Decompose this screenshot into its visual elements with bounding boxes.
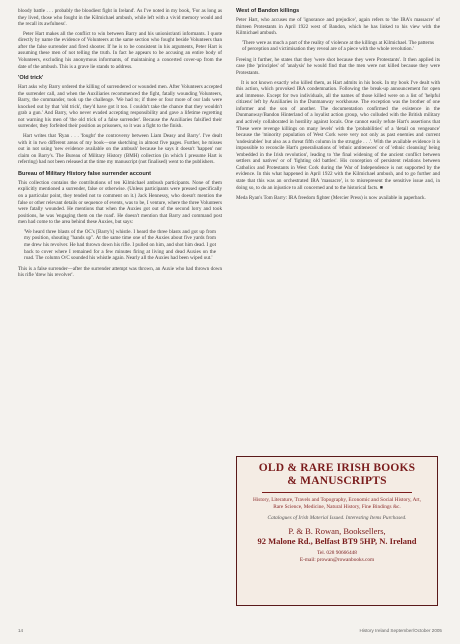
bookseller-advert bbox=[236, 456, 438, 606]
block-quote bbox=[242, 40, 434, 53]
body-paragraph: Freeing it further, he states that they 'were shot because they were Protestants'. It then applied its case (the 'principles' of 'analysis' he would find that the men were not killed because they were Protestants. bbox=[236, 56, 440, 77]
right-column bbox=[236, 8, 440, 205]
advert-description: History, Literature, Travels and Topography, Economic and Social History, Art, Rare Science, Medicine, Natural History, Fine Bindings &c. bbox=[253, 497, 421, 510]
advert-contact bbox=[237, 550, 437, 564]
body-paragraph: Peter Hart, who accuses me of 'ignorance and prejudice', again refers to 'the IRA's massacre' of thirteen Protestants in April 1922 west of Bandon, which he has linked to his view with the Kilmichael ambush. bbox=[236, 17, 440, 37]
body-paragraph: Hart writes that 'Ryan . . . 'fought' the controversy between Liam Deasy and Barry'. I've dealt with it in two different areas of my book—one sketching in almost five pages. Further, he misses out in not using 'new evidence available on the ambush' because he says it doesn't 'happen' nor claim on Barry's. The Bureau of Military History (BMH) collection (in which I presume Hart is referring) had not been released at the time my manuscript (not finalised) went to the publishers. bbox=[18, 133, 222, 166]
section-heading-west-of-bandon: West of Bandon killings bbox=[236, 8, 300, 14]
advert-telephone: Tel. 028 90666448 bbox=[317, 550, 357, 557]
body-paragraph: bloody battle . . . probably the bloodiest fight in Ireland'. As I've noted in my book, 'For as long as they lived, those who fought in the Kilmichael ambush, while left with a vivid memory would and the recall its awfulness'. bbox=[18, 8, 222, 28]
advert-title: OLD & RARE IRISH BOOKS & MANUSCRIPTS bbox=[258, 462, 416, 487]
advert-catalogue-note: Catalogues of Irish Material Issued. Interesting Items Purchased. bbox=[267, 514, 407, 521]
body-paragraph: Hart asks why Barry ordered the killing of surrendered or wounded men. After Volunteers accepted the surrender call, and when the Auxiliaries recommenced the fight, fatally wounding Volunteers, Barry, the commander, took up the challenge. 'We had to; if three or four more of our lads were knocked out by that 'old trick', they'd have got it too. I couldn't take the chance that they wouldn't grab a gun.' And Barry, who never evaded accepting responsibility and gave a lifetime regretting not warning his men of 'the old trick of a false surrender'. Because the Auxiliaries falsified their surrender, they forfeited their position as prisoners, so it was a fight to the finish. bbox=[18, 84, 222, 130]
advert-email[interactable]: E-mail: prowan@rowanbooks.com bbox=[299, 557, 375, 564]
quote-text: 'We heard three blasts of the OC's [Barry's] whistle. I heard the three blasts and got up from my position, shouting "hands up". At the same time one of the Auxies about five yards from me drew his revolver. He had thrown down his rifle. I pulled on him, and shot him dead. I got back to cover where I remained for a few minutes firing at living and dead Auxies on the road. The column O/C sounded his whistle again. Nearly all the Auxies had been wiped out.' bbox=[24, 228, 216, 262]
block-quote bbox=[24, 229, 216, 262]
running-footer: History Ireland September/October 2005 bbox=[359, 628, 442, 633]
body-paragraph: This collection contains the contributions of ten Kilmichael ambush participants. None of them explicitly mentioned a surrender, false or otherwise. (Unless participants were pressed specifically on a particular point, they tended not to comment on it.) Jack Hennessy, who doesn't mention the false or other relevant details or sequence of events, was to be, I venture, where the three Volunteers were fatally wounded. He mentions that when the Auxies got out of the second lorry and took positions, he was 'engaging them on the road'. He doesn't mention that Barry and command post men had come to the area behind these Auxies, but says: bbox=[18, 179, 222, 226]
body-paragraph: This is a false surrender—after the surrender attempt was thrown, an Auxie who had thrown down his rifle 'drew his revolver'. bbox=[18, 265, 222, 279]
section-heading-bureau: Bureau of Military History false surrender account bbox=[18, 170, 152, 177]
section-heading-old-trick: 'Old trick' bbox=[18, 75, 44, 82]
author-note: Meda Ryan's Tom Barry: IRA freedom fighter (Mercier Press) is now available in paperback. bbox=[236, 195, 426, 202]
body-paragraph: Peter Hart makes all the conflict to win between Barry and his unionist/anti informants. I quote directly by name the evidence of Volunteers at the same section who fought beside Volunteers than after the false surrender and fired shooter. If he is to be consistent in his arguments, Peter Hart is assuming these men of not telling the truth. In fact he appears to be accusing an entire body of Volunteers, excluding his anonymous informants, of maintaining a concerted cover-up from the date of the ambush. This is a grave lie stands to address. bbox=[18, 30, 222, 70]
body-paragraph: It is not known exactly who killed them, as Hart admits in his book. In my book I've dealt with this action, which provoked IRA condemnation. Following the break-up announcement for open and immense. Except for two individuals, all the names of those killed were on a list of 'helpful citizens' left by Auxiliaries in the Dunmanway workhouse. The exception was the brother of one informer and the son of another. The documentation confirmed the existence in the Dunmanway/Bandon Hinterland of a loyalist action group, who colluded with the British military and actively collaborated in hostility against locals. One cannot easily refute Hart's assertions that 'These were revenge killings on many levels' with the 'probabilities' of a 'detail on vengeance' because the 'minority population of West Cork were very not only as past enemies and current 'undesirables' but also as a threat fifth column in the struggle . . .'. With the available evidence it is impossible to reconcile Hart's generalisations of 'ethnic antiteneces' or of 'ethnic cleansing' being 'embedded in the Irish revolution', leading to 'the final widening of the ancient conflict between settlers and natives' or of 'fighting old battles'. His conception of persistent relations between Catholics and Protestants in West Cork during the War of Independence is not supported by the evidence. In this what happened in April 1922 with the Kilmichael ambush, and to go further and state that this was an orchestrated IRA 'massacre', is to misrepresent the sensitive issue and, in doing so, to do an injustice to all concerned and to the historical facts. ■ bbox=[236, 79, 440, 191]
left-column bbox=[18, 8, 222, 282]
quote-text: 'There were as much a part of the reality of violence at the killings at Kilmichael. The patterns of perception and victimisation they reveal are of a piece with the whole revolution.' bbox=[242, 39, 434, 53]
advert-divider bbox=[262, 492, 412, 493]
advert-business-name: P. & B. Rowan, Booksellers, bbox=[288, 526, 386, 537]
page-number: 14 bbox=[18, 628, 24, 633]
advert-address: 92 Malone Rd., Belfast BT9 5HP, N. Ireland bbox=[257, 536, 417, 547]
